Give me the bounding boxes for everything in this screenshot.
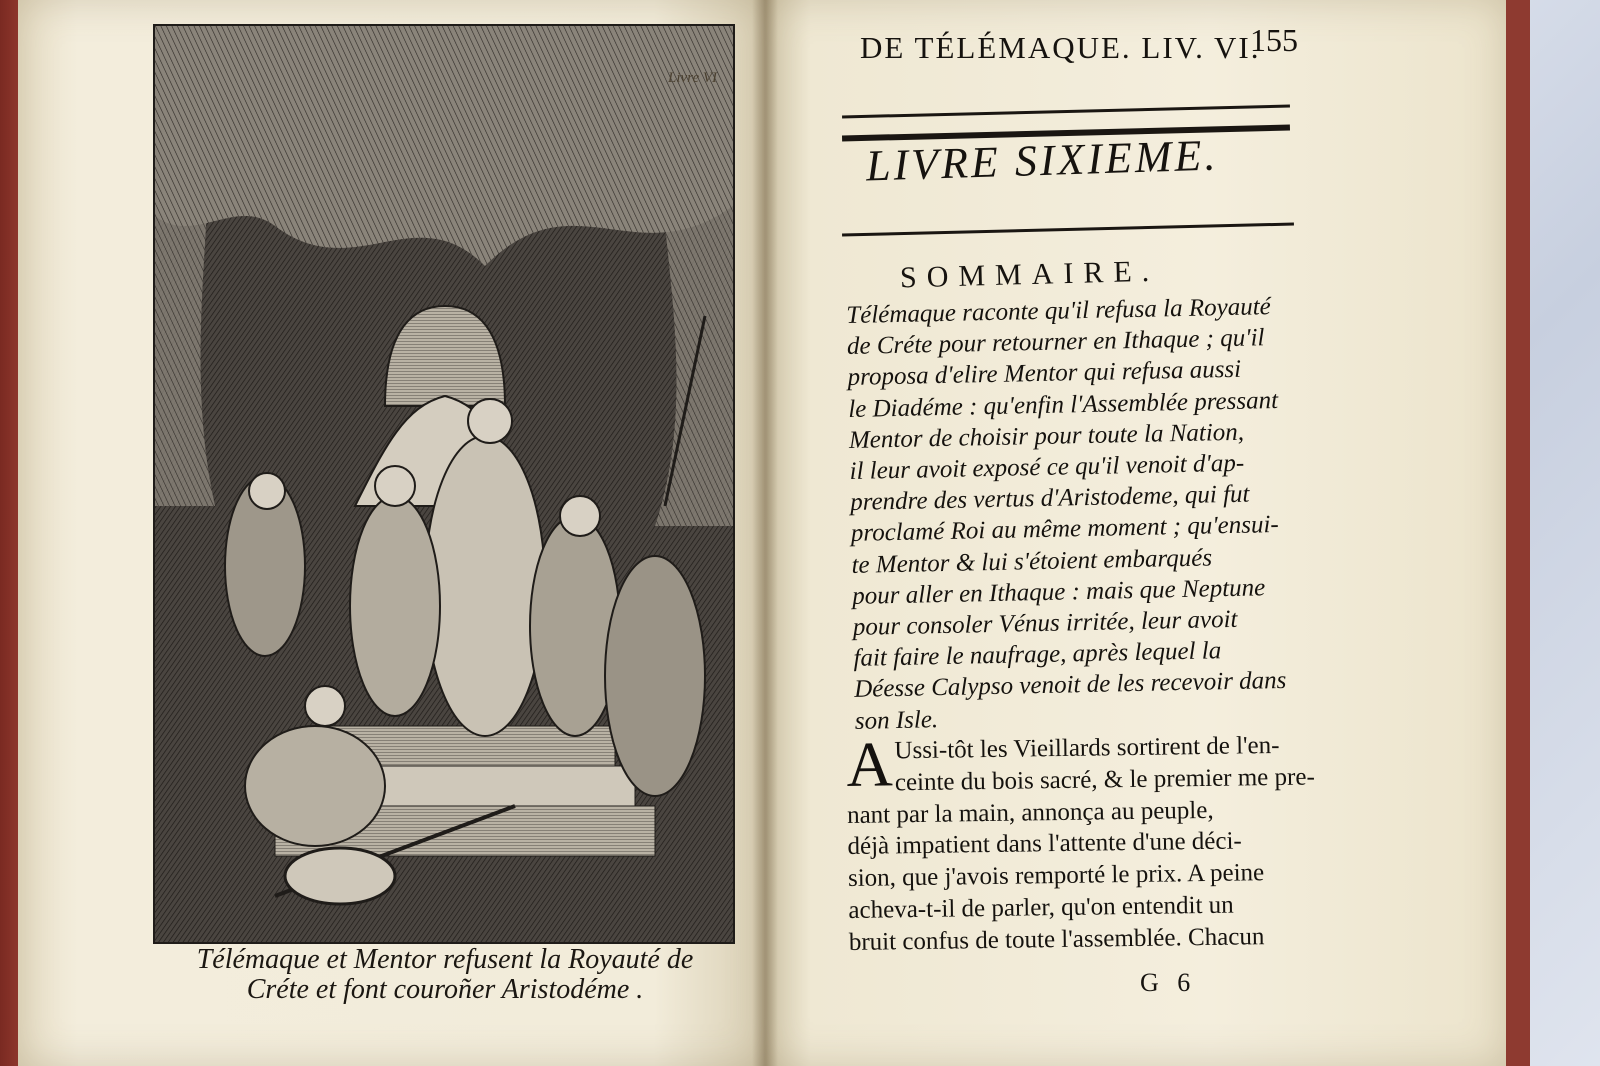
- book-gutter: [752, 0, 778, 1066]
- summary-line: pour consoler Vénus irritée, leur avoit: [852, 605, 1238, 641]
- summary-line: proposa d'elire Mentor qui refusa aussi: [847, 356, 1242, 392]
- body-line: déjà impatient dans l'attente d'une déci-: [847, 827, 1242, 861]
- engraving-illustration: [153, 24, 735, 944]
- body-line: Ussi-tôt les Vieillards sortirent de l'en-: [894, 731, 1280, 765]
- summary-line: proclamé Roi au même moment ; qu'ensui-: [850, 511, 1280, 548]
- summary-line: fait faire le naufrage, après lequel la: [853, 637, 1222, 673]
- summary-line: te Mentor & lui s'étoient embarqués: [851, 544, 1213, 579]
- running-head: DE TÉLÉMAQUE. LIV. VI.: [860, 30, 1261, 65]
- page-number: 155: [1250, 22, 1298, 58]
- body-paragraph: [846, 729, 1339, 958]
- body-line: ceinte du bois sacré, & le premier me pre-: [894, 763, 1315, 797]
- summary-line: de Créte pour retourner en Ithaque ; qu'il: [846, 324, 1265, 361]
- caption-line: Télémaque et Mentor refusent la Royauté de: [196, 944, 694, 975]
- body-line: sion, que j'avois remporté le prix. A peine: [847, 859, 1265, 893]
- summary-line: Télémaque raconte qu'il refusa la Royauté: [846, 293, 1271, 329]
- plate-label: Livre VI: [668, 70, 718, 86]
- caption-line: Créte et font couroñer Aristodéme .: [246, 974, 644, 1005]
- summary-paragraph: [846, 290, 1335, 737]
- body-line: bruit confus de toute l'assemblée. Chacun: [848, 922, 1265, 956]
- engraving-caption: [150, 945, 740, 1005]
- summary-line: il leur avoit exposé ce qu'il venoit d'ap-: [849, 449, 1245, 485]
- chapter-title: LIVRE SIXIEME.: [865, 130, 1220, 191]
- summary-line: son Isle.: [854, 705, 939, 735]
- body-line: acheva-t-il de parler, qu'on entendit un: [848, 891, 1234, 924]
- summary-line: pour aller en Ithaque : mais que Neptune: [851, 574, 1266, 610]
- signature-mark: G 6: [1140, 968, 1197, 997]
- summary-line: Déesse Calypso venoit de les recevoir dans: [853, 667, 1287, 704]
- drop-cap: A: [845, 728, 894, 800]
- summary-line: Mentor de choisir pour toute la Nation,: [848, 418, 1245, 454]
- body-line: nant par la main, annonça au peuple,: [846, 796, 1214, 829]
- summary-line: prendre des vertus d'Aristodeme, qui fut: [849, 480, 1250, 517]
- sommaire-heading: SOMMAIRE.: [899, 254, 1160, 295]
- summary-line: le Diadéme : qu'enfin l'Assemblée pressant: [848, 386, 1279, 423]
